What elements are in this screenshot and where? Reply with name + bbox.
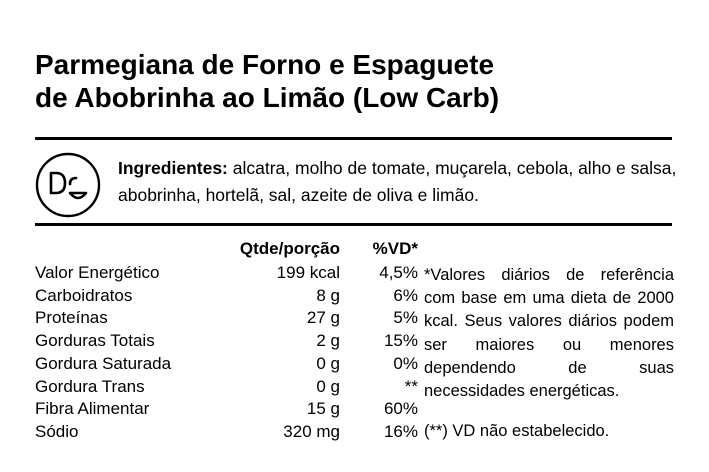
ingredients-list: alcatra, molho de tomate, muçarela, cebola, alho e salsa, abobrinha, hortelã, sal, azeite de oliva e limão. (118, 158, 677, 205)
nutrient-name: Sódio (35, 421, 79, 441)
nutrient-qty: 2 g (316, 331, 340, 351)
nutrient-name: Valor Energético (35, 263, 160, 282)
nutrient-name: Proteínas (35, 308, 108, 328)
nutrient-name: Gorduras Totais (35, 331, 155, 351)
ingredients-text (118, 155, 678, 209)
nutrient-qty: 199 kcal (276, 263, 340, 282)
title-line-2: de Abobrinha ao Limão (Low Carb) (35, 82, 500, 113)
nutrient-vd: 16% (383, 421, 418, 441)
nutrient-qty: 8 g (316, 285, 340, 305)
header-qty: Qtde/porção (239, 239, 340, 258)
nutrient-name: Gordura Saturada (35, 353, 172, 373)
ingredients-label: Ingredientes: (118, 158, 228, 178)
nutrient-vd: 4,5% (379, 263, 418, 282)
nutrient-name: Gordura Trans (35, 376, 145, 396)
nutrient-qty: 0 g (316, 353, 340, 373)
bottom-divider (35, 223, 672, 226)
not-established-footnote: (**) VD não estabelecido. (424, 422, 610, 440)
nutrient-vd: 0% (393, 353, 418, 373)
header-vd: %VD* (372, 239, 418, 258)
nutrient-qty: 0 g (316, 376, 340, 396)
smiley-face-icon (35, 152, 101, 218)
top-divider (35, 137, 672, 140)
nutrient-qty: 15 g (306, 399, 340, 419)
nutrient-name: Carboidratos (35, 285, 133, 305)
nutrient-vd: 5% (393, 308, 418, 328)
nutrient-qty: 27 g (306, 308, 340, 328)
nutrient-qty: 320 mg (283, 421, 340, 441)
nutrient-vd: ** (404, 376, 418, 396)
product-title (35, 48, 675, 114)
daily-values-footnote: *Valores diários de referência com base em uma dieta de 2000 kcal. Seus valores diários podem ser maiores ou menores dependendo de suas necessidades energéticas. (424, 266, 674, 401)
nutrient-vd: 15% (383, 331, 418, 351)
nutrient-name: Fibra Alimentar (35, 399, 150, 419)
title-line-1: Parmegiana de Forno e Espaguete (35, 49, 495, 80)
nutrient-vd: 60% (383, 399, 418, 419)
nutrient-vd: 6% (393, 285, 418, 305)
